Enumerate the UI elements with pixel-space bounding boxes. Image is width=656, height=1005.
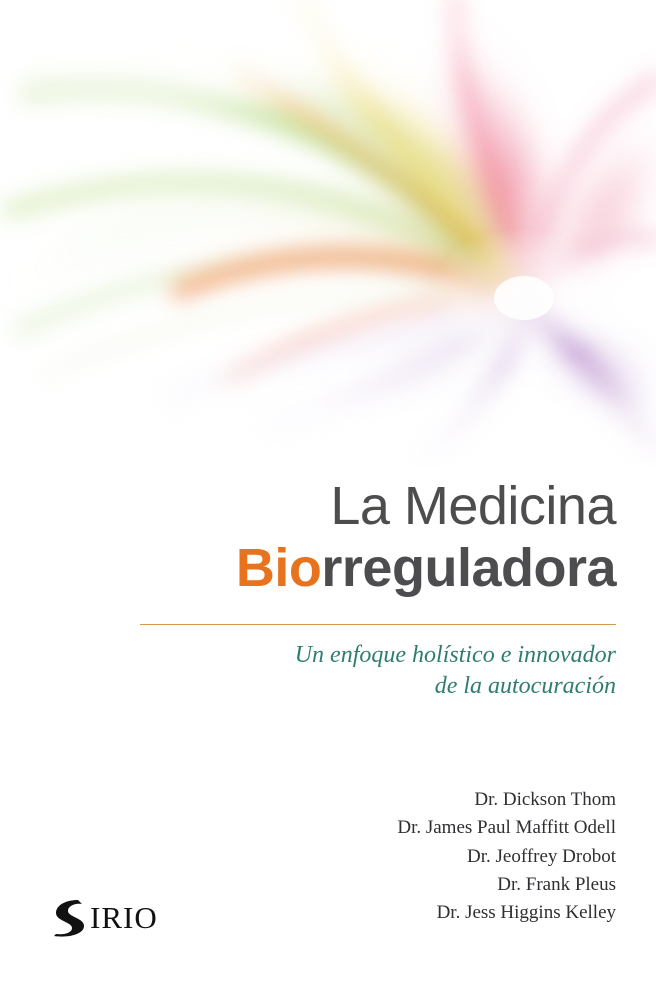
abstract-swirl-graphic: [0, 0, 656, 470]
publisher-logo: [48, 896, 158, 940]
sirio-mark-icon: [48, 896, 88, 940]
title-block: [0, 478, 656, 599]
title-bio-word: Bio: [235, 537, 322, 598]
subtitle-line-1: Un enfoque holístico e innovador: [294, 642, 616, 668]
author-name: Dr. Jeoffrey Drobot: [467, 845, 616, 867]
author-name: Dr. Jess Higgins Kelley: [436, 902, 616, 924]
subtitle-line-2: de la autocuración: [434, 672, 616, 699]
author-name: Dr. James Paul Maffitt Odell: [397, 817, 616, 839]
author-name: Dr. Dickson Thom: [474, 789, 616, 810]
author-name: Dr. Frank Pleus: [497, 873, 616, 895]
subtitle: [0, 640, 656, 701]
publisher-name: IRIO: [90, 900, 158, 935]
divider-rule: [140, 624, 616, 625]
cover-artwork: [0, 0, 656, 470]
title-line-1: La Medicina: [330, 476, 616, 536]
title-rest-word: rreguladora: [321, 537, 616, 598]
title-line-2: [0, 537, 616, 599]
